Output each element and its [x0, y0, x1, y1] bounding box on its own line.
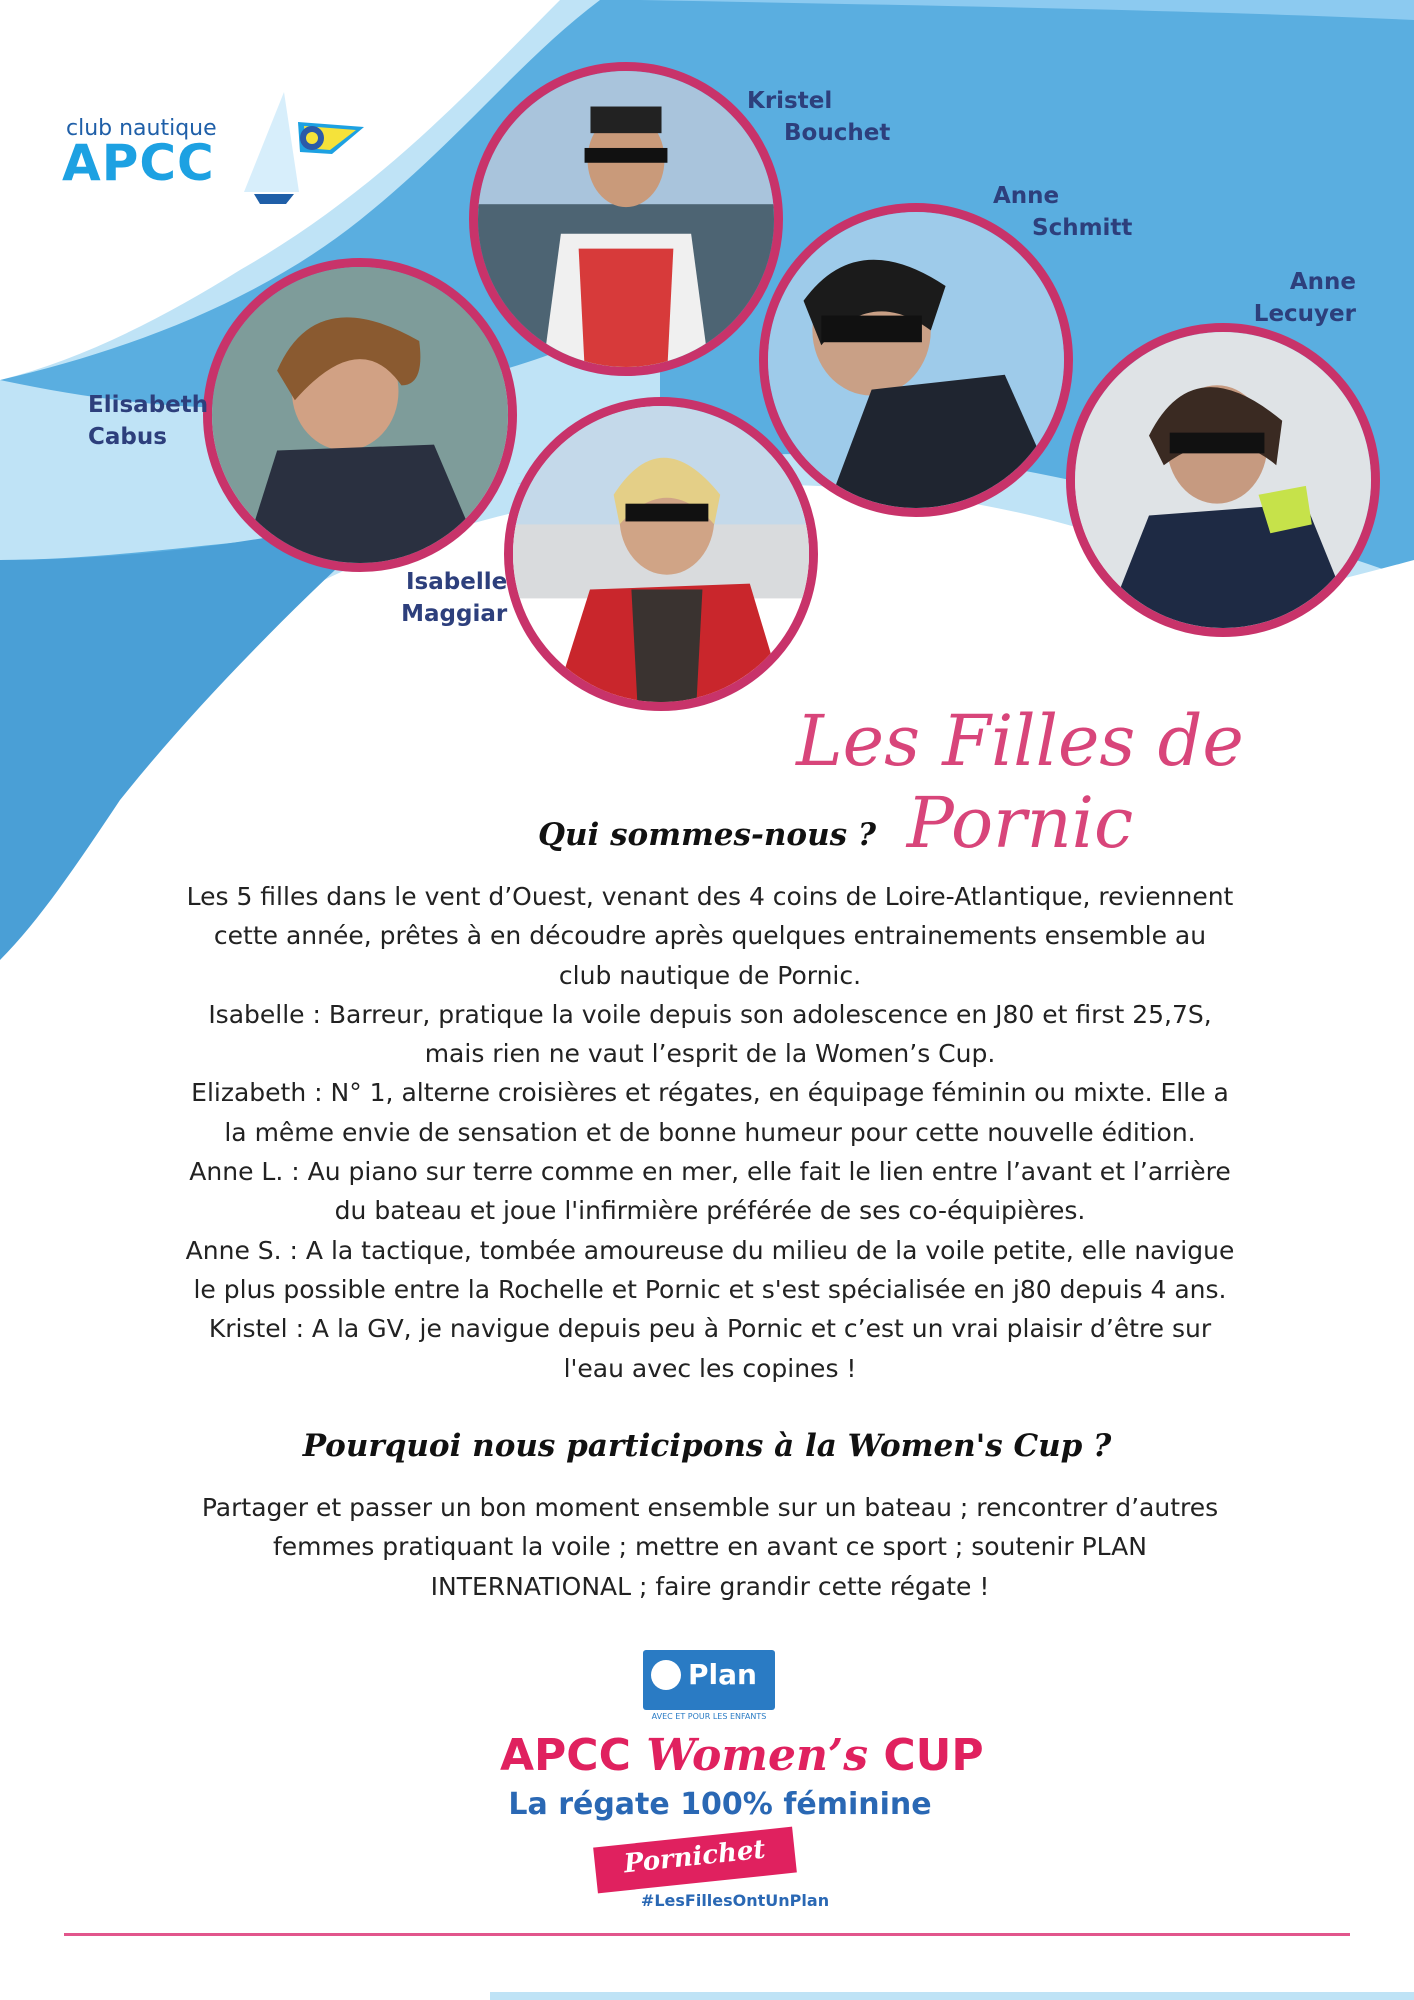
section2-body: [170, 1488, 1250, 1606]
photo-isabelle-maggiar: [504, 397, 818, 711]
plan-circle-icon: [651, 1660, 681, 1690]
body-line: cette année, prêtes à en découdre après quelques entrainements ensemble au: [213, 921, 1207, 951]
section2-heading: Pourquoi nous participons à la Women's Cup ?: [302, 1428, 1112, 1464]
body-line: Les 5 filles dans le vent d’Ouest, venant des 4 coins de Loire-Atlantique, reviennent: [186, 882, 1234, 911]
member-last-name: Schmitt: [1032, 215, 1133, 241]
plan-logo-text: Plan: [688, 1658, 757, 1691]
body-line: Anne L. : Au piano sur terre comme en mer, elle fait le lien entre l’avant et l’arrière: [189, 1157, 1231, 1187]
photo-anne-schmitt: [759, 203, 1073, 517]
body-line: mais rien ne vaut l’esprit de la Women’s Cup.: [424, 1039, 996, 1069]
body-line: Anne S. : A la tactique, tombée amoureuse du milieu de la voile petite, elle navigue: [185, 1235, 1235, 1265]
member-first-name: Anne: [1289, 269, 1356, 295]
cup-subtitle: La régate 100% féminine: [508, 1787, 932, 1822]
cup-title: [500, 1730, 984, 1781]
cup-title-apcc: APCC: [500, 1730, 631, 1781]
footer-divider: [64, 1933, 1350, 1936]
member-last-name: Cabus: [88, 424, 167, 450]
body-line: Partager et passer un bon moment ensemble sur un bateau ; rencontrer d’autres: [201, 1493, 1219, 1522]
member-name-kristel-bouchet: [747, 85, 890, 149]
member-last-name: Lecuyer: [1253, 301, 1356, 327]
hashtag: #LesFillesOntUnPlan: [640, 1891, 830, 1910]
body-line: INTERNATIONAL ; faire grandir cette régate !: [430, 1571, 990, 1601]
club-logo: [62, 82, 352, 212]
body-line: la même envie de sensation et de bonne humeur pour cette nouvelle édition.: [224, 1117, 1196, 1147]
body-line: l'eau avec les copines !: [563, 1353, 857, 1383]
womens-cup-logo: [500, 1625, 984, 1925]
page-title: Les Filles de Pornic: [796, 700, 1244, 864]
ribbon-text: Pornichet: [622, 1834, 767, 1880]
member-first-name: Isabelle: [406, 569, 508, 595]
member-last-name: Maggiar: [401, 601, 508, 627]
member-first-name: Anne: [993, 183, 1060, 209]
section1-heading: Qui sommes-nous ?: [537, 817, 877, 853]
member-name-anne-lecuyer: [1253, 266, 1356, 330]
member-name-anne-schmitt: [993, 180, 1132, 244]
body-line: Kristel : A la GV, je navigue depuis peu à Pornic et c’est un vrai plaisir d’être sur: [208, 1314, 1212, 1344]
cup-title-cup: CUP: [883, 1730, 984, 1781]
body-line: le plus possible entre la Rochelle et Pornic et s'est spécialisée en j80 depuis 4 ans.: [193, 1274, 1227, 1304]
body-line: Isabelle : Barreur, pratique la voile depuis son adolescence en J80 et first 25,7S,: [208, 999, 1212, 1029]
club-logo-line2: APCC: [62, 134, 215, 192]
photo-elisabeth-cabus: [203, 258, 517, 572]
photo-anne-lecuyer: [1066, 323, 1380, 637]
body-line: du bateau et joue l'infirmière préférée de ses co-équipières.: [334, 1196, 1086, 1226]
sailboat-icon: [214, 82, 364, 212]
body-line: club nautique de Pornic.: [558, 960, 862, 990]
member-first-name: Kristel: [747, 88, 833, 114]
photo-kristel-bouchet: [469, 62, 783, 376]
body-line: Elizabeth : N° 1, alterne croisières et régates, en équipage féminin ou mixte. Elle a: [191, 1078, 1229, 1108]
club-logo-line1: club nautique: [66, 116, 217, 141]
pornichet-ribbon: [593, 1827, 797, 1894]
member-name-elisabeth-cabus: [88, 389, 208, 453]
cup-title-womens: Women’s: [646, 1730, 869, 1781]
plan-tagline: AVEC ET POUR LES ENFANTS: [651, 1712, 767, 1721]
body-line: femmes pratiquant la voile ; mettre en avant ce sport ; soutenir PLAN: [273, 1532, 1147, 1562]
member-last-name: Bouchet: [784, 120, 891, 146]
section1-body: [170, 877, 1250, 1388]
member-first-name: Elisabeth: [88, 392, 209, 418]
member-name-isabelle-maggiar: [400, 566, 507, 630]
plan-logo: [643, 1650, 775, 1710]
